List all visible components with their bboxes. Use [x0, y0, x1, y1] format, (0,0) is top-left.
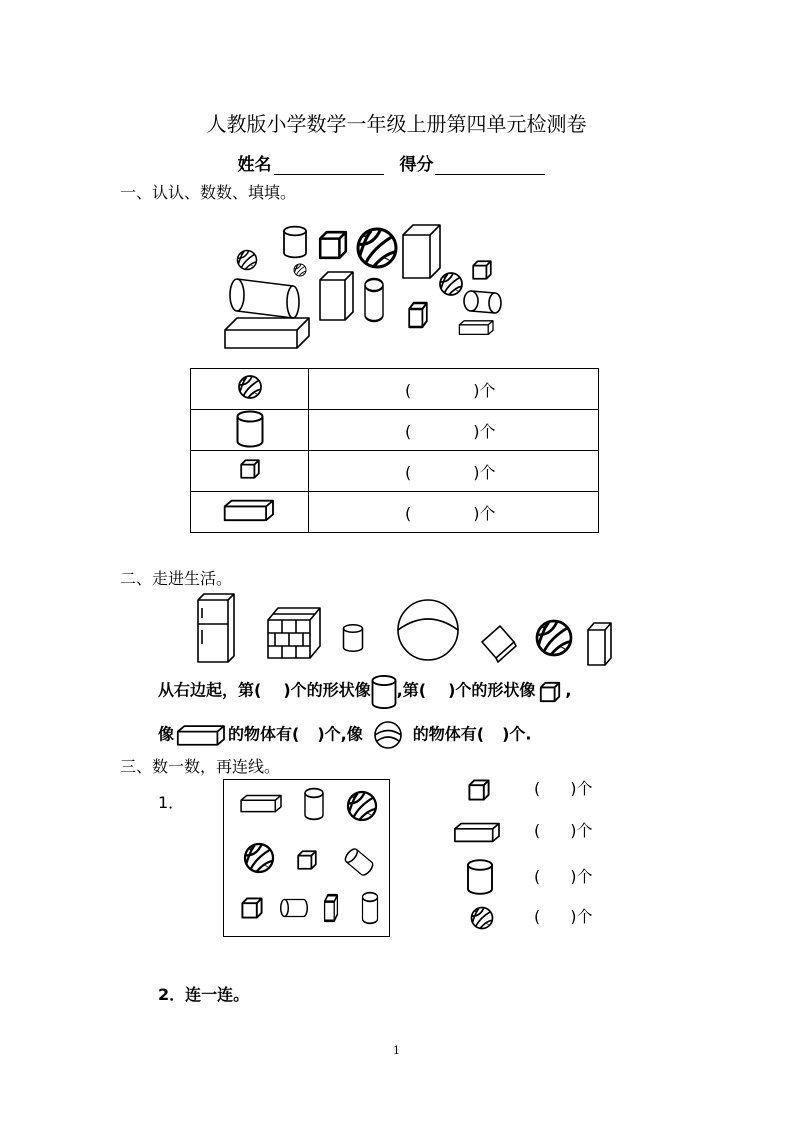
- text: )个,像: [317, 724, 363, 744]
- ball-shape: [348, 792, 376, 820]
- text: )个.: [502, 724, 532, 744]
- table-row: [191, 410, 599, 451]
- answer-cell[interactable]: [309, 451, 599, 492]
- answer-cell[interactable]: [309, 492, 599, 533]
- cube-shape: [242, 898, 261, 917]
- cylinder-shape: [363, 893, 378, 924]
- text: 从右边起，第(: [158, 680, 262, 700]
- ball-shape: [440, 273, 462, 295]
- page-number: 1: [393, 1044, 400, 1057]
- section3-heading: 三、数一数，再连线。: [120, 757, 281, 776]
- section2-heading: 二、走进生活。: [120, 569, 233, 588]
- close-paren-unit: )个: [473, 503, 496, 523]
- ball-shape: [238, 251, 257, 270]
- name-blank[interactable]: [274, 156, 384, 175]
- shapes-illustration: [215, 220, 515, 355]
- answer-row-ball: [440, 904, 593, 931]
- score-label: 得分: [399, 155, 434, 175]
- text: )个的形状像: [283, 680, 371, 700]
- fridge-icon: [198, 594, 234, 662]
- ball-shape: [358, 229, 396, 267]
- cube-shape: [409, 303, 427, 327]
- text: 的物体有(: [228, 724, 300, 744]
- cuboid-shape: [241, 795, 281, 811]
- cube-icon: [440, 777, 500, 803]
- table-row: [191, 369, 599, 410]
- cube-shape: [320, 232, 346, 258]
- answer-cell[interactable]: [309, 410, 599, 451]
- close-paren-unit[interactable]: )个: [570, 907, 593, 926]
- cylinder-shape: [305, 789, 323, 820]
- section2-line1: [158, 676, 571, 706]
- open-paren: (: [534, 779, 541, 798]
- table-row: [191, 451, 599, 492]
- close-paren-unit[interactable]: )个: [570, 821, 593, 840]
- count-table: [190, 368, 599, 533]
- text: 的物体有(: [412, 724, 485, 744]
- close-paren-unit[interactable]: )个: [570, 779, 593, 798]
- answer-row-cube: [440, 776, 593, 803]
- text: ,: [565, 680, 572, 700]
- answer-row-cuboid: [440, 818, 593, 845]
- open-paren: (: [534, 866, 541, 886]
- section1-heading: 一、认认、数数、填填。: [120, 183, 297, 202]
- ball-shape: [245, 844, 273, 872]
- cube-icon: [535, 678, 565, 704]
- open-paren: (: [534, 821, 541, 840]
- cuboid-icon: [220, 495, 280, 525]
- answer-cell[interactable]: [309, 369, 599, 410]
- cylinder-shape: [343, 847, 375, 877]
- ball-shape: [294, 264, 306, 276]
- cylinder-shape: [365, 279, 383, 321]
- page-title: 人教版小学数学一年级上册第四单元检测卷: [206, 112, 587, 136]
- cube-shape: [298, 851, 316, 869]
- open-paren: (: [405, 503, 412, 523]
- book-box-icon: [482, 626, 516, 662]
- cube-shape: [325, 895, 338, 921]
- name-label: 姓名: [237, 155, 272, 175]
- open-paren: (: [405, 380, 412, 400]
- large-ball-icon: [398, 600, 458, 660]
- close-paren-unit: )个: [473, 421, 496, 441]
- cube-icon: [235, 454, 265, 484]
- cuboid-shape: [459, 321, 493, 335]
- cuboid-icon: [440, 819, 500, 845]
- ball-object-icon: [537, 621, 571, 655]
- q1-shape-box: [223, 779, 390, 937]
- brick-cube-icon: [268, 608, 320, 658]
- name-score-row: [0, 150, 793, 175]
- open-paren: (: [405, 462, 412, 482]
- close-paren-unit: )个: [473, 380, 496, 400]
- ball-icon: [440, 905, 500, 931]
- close-paren-unit[interactable]: )个: [570, 866, 593, 886]
- q1-shapes: [224, 780, 389, 936]
- cylinder-shape: [281, 900, 308, 917]
- ball-icon: [235, 372, 265, 402]
- q1-label: 1．: [158, 793, 185, 812]
- answer-row-cylinder: [440, 860, 593, 894]
- cube-shape: [473, 261, 491, 279]
- open-paren: (: [534, 907, 541, 926]
- can-icon: [344, 625, 363, 652]
- cylinder-icon: [440, 860, 500, 894]
- q2-label: 2．连一连。: [158, 985, 250, 1004]
- close-paren-unit: )个: [473, 462, 496, 482]
- text: )个的形状像: [448, 680, 536, 700]
- text: 像: [158, 724, 175, 744]
- text: ,第(: [396, 680, 427, 700]
- box-object-icon: [588, 623, 611, 665]
- score-blank[interactable]: [435, 156, 545, 175]
- cylinder-icon: [371, 676, 397, 706]
- table-row: [191, 492, 599, 533]
- sphere-icon: [363, 720, 413, 750]
- objects-illustration: [190, 590, 620, 670]
- section2-line2: [158, 720, 531, 750]
- open-paren: (: [405, 421, 412, 441]
- cylinder-shape: [284, 227, 306, 258]
- cuboid-icon: [174, 723, 228, 747]
- cylinder-icon: [233, 411, 267, 445]
